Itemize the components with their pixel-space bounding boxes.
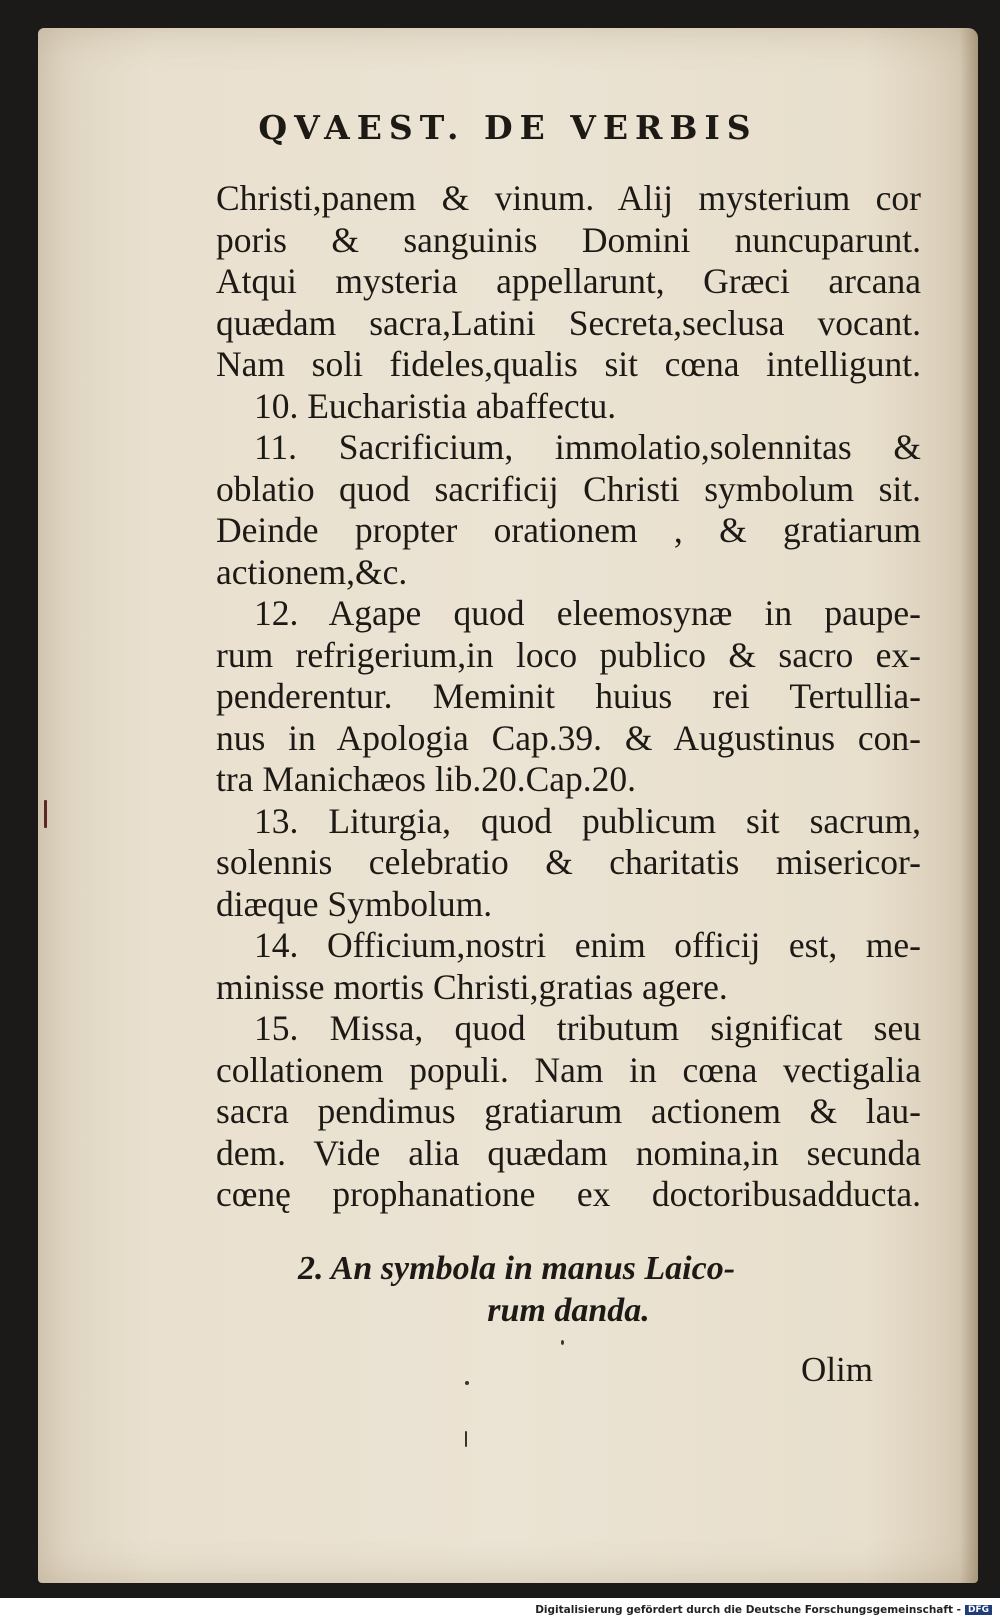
text-line: penderentur. Meminit huius rei Tertullia- xyxy=(216,676,921,716)
margin-mark xyxy=(44,800,47,828)
text-line: oblatio quod sacrificij Christi symbolum sit. xyxy=(216,468,921,509)
text-line: sacra pendimus gratiarum actionem & lau- xyxy=(216,1091,921,1131)
text-line: collationem populi. Nam in cœna vectigalia xyxy=(216,1049,921,1090)
text-line: 13. Liturgia, quod publicum sit sacrum, xyxy=(254,800,921,841)
digitization-credit xyxy=(0,1604,992,1616)
text-line: 12. Agape quod eleemosynæ in paupe- xyxy=(254,593,921,633)
text-line: poris & sanguinis Domini nuncuparunt. xyxy=(216,219,921,260)
text-line: dem. Vide alia quædam nomina,in secunda xyxy=(216,1132,921,1173)
running-head: QVAEST. DE VERBIS xyxy=(258,108,758,147)
text-line: diæque Symbolum. xyxy=(216,883,493,924)
text-line: Christi,panem & vinum. Alij mysterium cor xyxy=(216,178,921,218)
text-line: cœnę prophanatione ex doctoribusadducta. xyxy=(216,1174,921,1214)
text-line: tra Manichæos lib.20.Cap.20. xyxy=(216,759,637,799)
ink-speck xyxy=(465,1381,469,1385)
text-line: 10. Eucharistia abaffectu. xyxy=(254,385,617,426)
text-line: Deinde propter orationem , & gratiarum xyxy=(216,510,921,550)
text-line: 14. Officium,nostri enim officij est, me- xyxy=(254,925,921,965)
text-line: Atqui mysteria appellarunt, Græci arcana xyxy=(216,261,921,301)
text-line: Nam soli fideles,qualis sit cœna intelligunt. xyxy=(216,344,921,384)
body-text xyxy=(216,178,921,1216)
text-line: solennis celebratio & charitatis misericor- xyxy=(216,842,921,882)
text-line: minisse mortis Christi,gratias agere. xyxy=(216,966,728,1007)
text-line: 15. Missa, quod tributum significat seu xyxy=(254,1008,921,1048)
text-line: 11. Sacrificium, immolatio,solennitas & xyxy=(254,427,921,467)
ink-speck xyxy=(561,1340,564,1345)
catchword: Olim xyxy=(801,1350,873,1389)
dfg-logo: DFG xyxy=(965,1605,992,1615)
text-line: rum refrigerium,in loco publico & sacro ex- xyxy=(216,634,921,675)
ink-speck xyxy=(465,1431,467,1447)
page-edge-shadow xyxy=(960,28,978,1583)
section-heading xyxy=(216,1248,921,1332)
text-line: quædam sacra,Latini Secreta,seclusa vocant. xyxy=(216,302,921,343)
section-heading-line: 2. An symbola in manus Laico- xyxy=(298,1250,736,1287)
section-heading-line: rum danda. xyxy=(487,1292,650,1329)
digitization-credit-text: Digitalisierung gefördert durch die Deutsche Forschungsgemeinschaft - xyxy=(535,1604,961,1616)
text-line: nus in Apologia Cap.39. & Augustinus con- xyxy=(216,717,921,758)
text-line: actionem,&c. xyxy=(216,551,408,592)
book-page xyxy=(38,28,978,1583)
